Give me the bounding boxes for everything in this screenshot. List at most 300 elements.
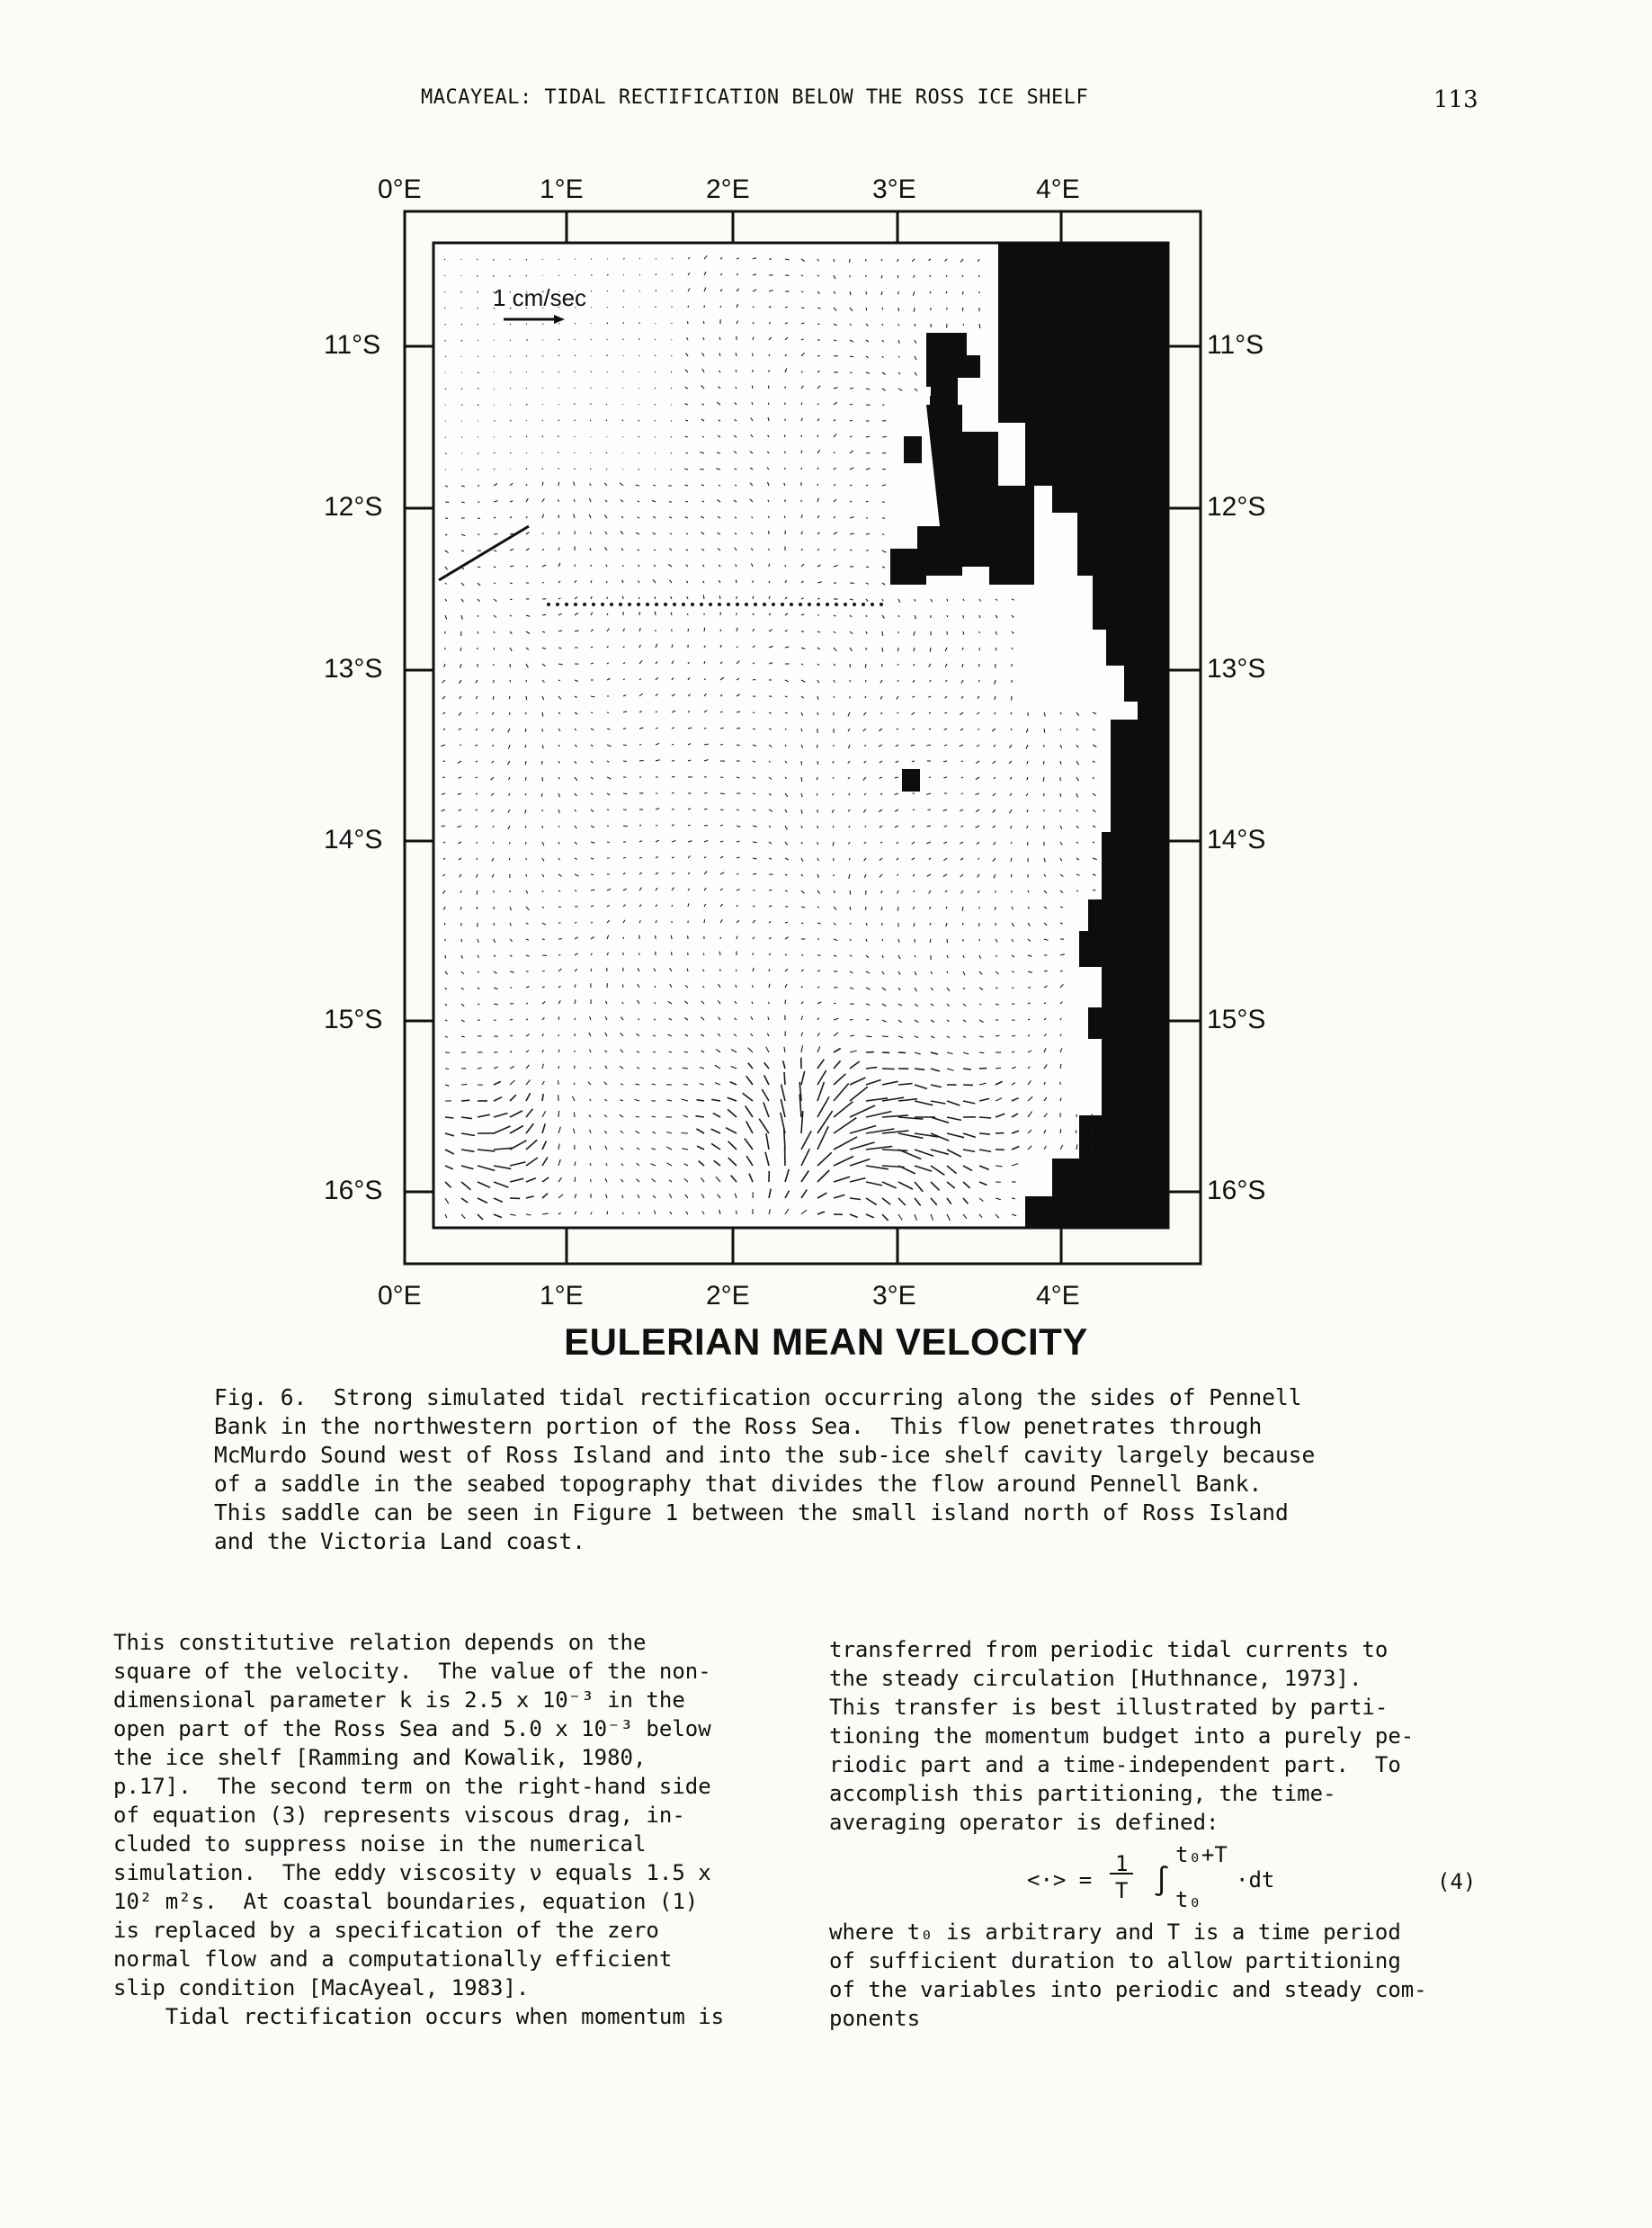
- velocity-vector: [995, 907, 996, 910]
- velocity-vector: [962, 308, 963, 311]
- equation-lhs: <·> =: [1027, 1867, 1093, 1892]
- velocity-vector: [494, 583, 496, 584]
- y-tick-label-left: 16°S: [324, 1176, 383, 1205]
- velocity-vector: [865, 664, 866, 668]
- velocity-vector: [850, 388, 853, 389]
- velocity-vector: [882, 453, 886, 454]
- velocity-vector: [461, 486, 465, 487]
- velocity-vector: [720, 745, 723, 746]
- velocity-vector: [866, 680, 867, 683]
- velocity-vector: [801, 435, 802, 437]
- velocity-vector: [478, 372, 479, 373]
- velocity-vector: [785, 696, 787, 697]
- streak-dot: [709, 603, 712, 606]
- velocity-vector: [542, 614, 546, 615]
- velocity-vector: [542, 939, 545, 940]
- velocity-vector: [1060, 729, 1061, 730]
- velocity-vector: [639, 597, 640, 599]
- streak-dot: [736, 603, 739, 606]
- velocity-vector: [834, 696, 835, 698]
- velocity-vector: [558, 955, 560, 956]
- velocity-vector: [961, 761, 963, 762]
- velocity-vector: [720, 728, 724, 729]
- velocity-vector: [684, 1051, 688, 1052]
- velocity-vector: [575, 890, 576, 891]
- velocity-vector: [558, 515, 559, 519]
- velocity-vector: [591, 307, 592, 308]
- streak-dot: [781, 603, 784, 606]
- velocity-vector: [817, 355, 820, 356]
- scale-label: 1 cm/sec: [493, 284, 587, 311]
- velocity-vector: [623, 259, 625, 260]
- velocity-vector: [784, 516, 785, 519]
- velocity-vector: [817, 987, 819, 988]
- velocity-vector: [575, 324, 576, 325]
- velocity-vector: [833, 826, 834, 828]
- velocity-vector: [558, 1111, 559, 1117]
- body-text-right-column: transferred from periodic tidal currents to the steady circulation [Huthnance, 1973]. This transfer is best illustrated by parti- tioning the momentum budget into a purely pe- riodic part and a time-independent part. To accomplish this partitioning, the time- averaging operator is defined:: [829, 1637, 1415, 1835]
- velocity-vector: [682, 1133, 689, 1134]
- velocity-vector: [898, 1052, 906, 1053]
- velocity-vector: [769, 386, 770, 389]
- velocity-vector: [623, 453, 624, 454]
- velocity-vector: [769, 969, 770, 971]
- velocity-vector: [737, 745, 740, 746]
- x-tick-label-top: 2°E: [706, 174, 750, 204]
- velocity-vector: [639, 761, 644, 762]
- velocity-vector: [623, 404, 624, 405]
- velocity-vector: [720, 793, 725, 794]
- velocity-vector: [979, 1117, 991, 1118]
- velocity-vector: [526, 874, 527, 877]
- shelf-gap-block: [968, 394, 980, 426]
- velocity-vector: [655, 388, 656, 389]
- streak-dot: [637, 603, 640, 606]
- velocity-vector: [769, 354, 770, 356]
- velocity-vector: [558, 1016, 559, 1020]
- figure-caption: Fig. 6. Strong simulated tidal rectification occurring along the sides of Pennell Bank in the northwestern portion of the Ross Sea. This flow penetrates through McMurdo Sound west of Ross Island and into the sub-ice shelf cavity largely because of a saddle in the seabed topography that divides the flow around Pennell Bank. This saddle can be seen in Figure 1 between the small island north of Ross Island and the Victoria Land coast.: [214, 1384, 1316, 1554]
- velocity-vector: [639, 274, 640, 275]
- velocity-vector: [639, 355, 640, 356]
- velocity-vector: [866, 1036, 871, 1037]
- y-tick-label-left: 14°S: [324, 825, 383, 855]
- velocity-vector: [833, 777, 834, 779]
- velocity-vector: [590, 452, 591, 453]
- velocity-vector: [1012, 1036, 1015, 1037]
- velocity-vector: [947, 939, 948, 943]
- velocity-vector: [656, 825, 657, 826]
- velocity-vector: [558, 420, 559, 421]
- velocity-vector: [461, 1084, 467, 1085]
- streak-dot: [808, 603, 811, 606]
- velocity-vector: [510, 533, 513, 534]
- streak-dot: [673, 603, 676, 606]
- velocity-vector: [542, 826, 543, 828]
- velocity-vector: [882, 469, 886, 470]
- streak-dot: [547, 603, 550, 606]
- velocity-vector: [622, 437, 623, 438]
- y-tick-label-right: 14°S: [1207, 825, 1266, 855]
- velocity-vector: [688, 613, 689, 615]
- streak-dot: [574, 603, 577, 606]
- velocity-vector: [607, 1212, 608, 1215]
- velocity-vector: [623, 1212, 624, 1214]
- velocity-vector: [445, 356, 446, 357]
- velocity-vector: [1043, 761, 1044, 765]
- streak-dot: [565, 603, 568, 606]
- velocity-vector: [574, 499, 575, 502]
- velocity-vector: [558, 482, 559, 486]
- velocity-vector: [494, 340, 495, 341]
- velocity-vector: [591, 712, 593, 713]
- velocity-vector: [865, 907, 866, 910]
- velocity-vector: [882, 631, 883, 636]
- velocity-vector: [636, 485, 639, 486]
- velocity-vector: [768, 403, 769, 405]
- velocity-vector: [623, 937, 624, 939]
- y-axis-left-labels: [324, 330, 382, 1205]
- velocity-vector: [510, 664, 511, 667]
- velocity-vector: [866, 567, 869, 568]
- velocity-vector: [720, 777, 723, 778]
- velocity-vector: [607, 712, 609, 713]
- velocity-vector: [979, 1052, 984, 1053]
- velocity-vector: [688, 629, 689, 631]
- velocity-vector: [607, 842, 610, 843]
- streak-dot: [817, 603, 820, 606]
- velocity-vector: [897, 907, 898, 911]
- velocity-vector: [494, 452, 495, 453]
- streak-dot: [871, 603, 874, 606]
- velocity-vector: [849, 259, 850, 263]
- y-tick-label-left: 15°S: [324, 1005, 383, 1034]
- velocity-vector: [801, 275, 803, 276]
- velocity-vector: [671, 613, 672, 615]
- velocity-vector: [542, 469, 543, 470]
- velocity-vector: [510, 436, 511, 437]
- velocity-vector: [623, 826, 628, 827]
- velocity-vector: [638, 420, 639, 421]
- velocity-vector: [590, 548, 591, 550]
- velocity-vector: [672, 776, 675, 777]
- velocity-vector: [753, 679, 755, 680]
- velocity-vector: [510, 712, 511, 715]
- velocity-vector: [558, 680, 560, 681]
- velocity-vector: [753, 873, 756, 874]
- velocity-vector: [672, 792, 674, 793]
- streak-dot: [628, 603, 631, 606]
- velocity-vector: [882, 939, 883, 941]
- velocity-vector: [526, 680, 527, 682]
- velocity-vector: [963, 631, 964, 635]
- velocity-vector: [817, 324, 820, 325]
- velocity-vector: [639, 857, 642, 858]
- streak-dot: [826, 603, 829, 606]
- velocity-vector: [785, 1000, 786, 1004]
- velocity-vector: [961, 793, 963, 794]
- y-tick-label-left: 13°S: [324, 654, 383, 684]
- streak-dot: [592, 603, 595, 606]
- velocity-vector: [445, 955, 446, 958]
- streak-dot: [619, 603, 622, 606]
- velocity-vector: [785, 307, 788, 308]
- velocity-vector: [1011, 874, 1012, 877]
- velocity-vector: [591, 874, 594, 875]
- velocity-vector: [882, 648, 883, 652]
- velocity-vector: [526, 404, 527, 405]
- velocity-vector: [737, 711, 740, 712]
- velocity-vector: [850, 420, 853, 421]
- velocity-vector: [930, 939, 931, 943]
- velocity-vector: [672, 274, 673, 275]
- streak-dot: [799, 603, 802, 606]
- velocity-vector: [494, 550, 496, 551]
- velocity-vector: [655, 612, 656, 615]
- velocity-vector: [558, 355, 559, 356]
- velocity-vector: [866, 533, 870, 534]
- x-tick-label-top: 3°E: [872, 174, 916, 204]
- integral-lower-limit: t₀: [1175, 1887, 1201, 1912]
- x-tick-label-bottom: 2°E: [706, 1281, 750, 1311]
- velocity-vector: [623, 322, 624, 324]
- velocity-vector: [898, 648, 899, 651]
- small-island: [904, 436, 922, 463]
- velocity-vector: [720, 306, 721, 308]
- figure-title: EULERIAN MEAN VELOCITY: [564, 1320, 1088, 1363]
- velocity-vector: [866, 1052, 874, 1053]
- streak-dot: [763, 603, 766, 606]
- y-axis-right-labels: [1207, 330, 1265, 1205]
- velocity-vector: [850, 664, 851, 667]
- velocity-vector: [542, 420, 543, 421]
- fraction-bar: [1110, 1873, 1133, 1875]
- velocity-vector: [785, 434, 786, 437]
- velocity-vector: [672, 905, 673, 907]
- velocity-vector: [866, 452, 870, 453]
- streak-dot: [664, 603, 667, 606]
- streak-dot: [682, 603, 685, 606]
- streak-dot: [745, 603, 748, 606]
- velocity-vector: [817, 826, 818, 828]
- velocity-vector: [769, 564, 770, 567]
- velocity-vector: [671, 935, 672, 939]
- velocity-vector: [753, 953, 754, 955]
- velocity-vector: [542, 388, 543, 389]
- velocity-vector: [866, 308, 867, 310]
- velocity-vector: [882, 308, 883, 310]
- velocity-vector: [510, 324, 511, 325]
- velocity-vector: [947, 971, 948, 973]
- body-text-left-column: This constitutive relation depends on the square of the velocity. The value of the non- dimensional parameter k is 2.5 x 10⁻³ in the open part of the Ross Sea and 5.0 x 10⁻³ below the ice shelf [Ramming and Kowalik, 1980, p.17]. The second term on the right-hand side of equation (3) represents viscous drag, in- cluded to suppress noise in the numerical simulation. The eddy viscosity ν equals 1.5 x 10² m²s. At coastal boundaries, equation (1) is replaced by a specification of the zero normal flow and a computationally efficient slip condition [MacAyeal, 1983]. Tidal rectification occurs when momentum is: [113, 1630, 725, 2029]
- velocity-vector: [962, 291, 963, 295]
- velocity-vector: [607, 323, 608, 325]
- velocity-vector: [784, 1072, 785, 1085]
- velocity-vector: [720, 711, 723, 712]
- velocity-vector: [719, 485, 720, 486]
- velocity-vector: [1060, 793, 1061, 797]
- velocity-vector: [461, 502, 465, 503]
- y-tick-label-right: 13°S: [1207, 654, 1266, 684]
- streak-dot: [556, 603, 559, 606]
- velocity-vector: [638, 436, 639, 437]
- velocity-vector: [558, 1066, 559, 1069]
- streak-dot: [754, 603, 757, 606]
- x-tick-label-top: 4°E: [1036, 174, 1080, 204]
- velocity-vector: [590, 469, 591, 470]
- velocity-vector: [623, 858, 626, 859]
- velocity-vector: [591, 922, 593, 923]
- velocity-vector: [720, 937, 721, 939]
- velocity-vector: [606, 469, 607, 470]
- velocity-vector: [525, 777, 526, 781]
- velocity-vector: [671, 388, 672, 389]
- velocity-vector: [526, 275, 527, 276]
- velocity-vector: [671, 371, 672, 372]
- velocity-vector: [461, 324, 462, 325]
- velocity-vector: [704, 793, 708, 794]
- streak-dot: [790, 603, 793, 606]
- velocity-vector: [752, 386, 753, 389]
- velocity-vector: [526, 469, 527, 470]
- velocity-vector: [947, 615, 948, 617]
- velocity-vector: [526, 696, 527, 700]
- velocity-vector: [672, 258, 673, 259]
- streak-dot: [583, 603, 586, 606]
- velocity-vector: [478, 1004, 480, 1005]
- x-tick-label-bottom: 0°E: [378, 1281, 422, 1311]
- velocity-vector: [753, 793, 755, 794]
- velocity-vector: [526, 259, 527, 260]
- velocity-vector: [445, 1117, 453, 1118]
- velocity-vector: [996, 1035, 999, 1036]
- velocity-vector: [653, 1068, 656, 1069]
- velocity-vector: [558, 259, 559, 260]
- velocity-vector: [526, 452, 527, 453]
- velocity-vector: [558, 907, 561, 908]
- running-head: MACAYEAL: TIDAL RECTIFICATION BELOW THE ROSS ICE SHELF: [421, 86, 1089, 109]
- velocity-vector: [542, 777, 543, 782]
- velocity-vector: [541, 793, 542, 797]
- eulerian-mean-velocity-figure: [297, 162, 1304, 1331]
- velocity-vector: [542, 436, 543, 438]
- velocity-vector: [558, 371, 559, 372]
- velocity-vector: [753, 712, 755, 713]
- velocity-vector: [509, 696, 510, 699]
- y-tick-label-right: 16°S: [1207, 1176, 1266, 1205]
- velocity-vector: [510, 680, 511, 683]
- velocity-vector: [753, 890, 755, 891]
- velocity-vector: [655, 404, 656, 405]
- velocity-vector: [882, 1036, 889, 1037]
- velocity-vector: [606, 404, 607, 405]
- velocity-vector: [494, 648, 495, 650]
- velocity-vector: [654, 485, 656, 486]
- velocity-vector: [912, 761, 915, 762]
- velocity-vector: [461, 1036, 465, 1037]
- velocity-vector: [882, 437, 887, 438]
- velocity-vector: [460, 745, 461, 746]
- velocity-vector: [672, 355, 673, 356]
- y-tick-label-right: 12°S: [1207, 492, 1266, 522]
- velocity-vector: [769, 516, 770, 518]
- velocity-vector: [623, 307, 624, 308]
- velocity-vector: [687, 321, 688, 324]
- y-tick-label-left: 12°S: [324, 492, 383, 522]
- velocity-vector: [461, 939, 462, 942]
- sub-island: [930, 396, 948, 436]
- velocity-vector: [801, 291, 803, 292]
- equation-fraction-denominator: T: [1115, 1878, 1129, 1903]
- velocity-vector: [895, 777, 898, 778]
- velocity-vector: [817, 761, 818, 765]
- velocity-vector: [460, 907, 461, 909]
- velocity-vector: [672, 952, 673, 955]
- velocity-vector: [785, 922, 788, 923]
- velocity-vector: [623, 761, 627, 762]
- streak-dot: [691, 603, 694, 606]
- velocity-vector: [638, 1212, 639, 1214]
- velocity-vector: [494, 469, 495, 470]
- velocity-vector: [510, 1019, 513, 1020]
- equation-number: (4): [1437, 1869, 1477, 1894]
- velocity-vector: [510, 452, 511, 453]
- velocity-vector: [943, 761, 947, 762]
- velocity-vector: [494, 534, 497, 535]
- velocity-vector: [1012, 971, 1014, 972]
- velocity-vector: [686, 453, 689, 454]
- velocity-vector: [542, 356, 543, 357]
- velocity-vector: [1011, 729, 1012, 730]
- velocity-vector: [849, 858, 850, 860]
- velocity-vector: [817, 712, 818, 715]
- streak-dot: [853, 603, 856, 606]
- velocity-vector: [704, 628, 705, 631]
- velocity-vector: [672, 744, 674, 745]
- velocity-vector: [704, 919, 705, 923]
- velocity-vector: [510, 842, 511, 844]
- pennell-island: [902, 769, 920, 792]
- velocity-vector: [866, 501, 868, 502]
- streak-dot: [610, 603, 613, 606]
- velocity-vector: [445, 372, 446, 373]
- velocity-vector: [850, 356, 853, 357]
- page-number: 113: [1433, 86, 1478, 113]
- velocity-vector: [445, 502, 449, 503]
- streak-dot: [655, 603, 658, 606]
- velocity-vector: [526, 566, 528, 567]
- velocity-vector: [575, 1018, 576, 1020]
- velocity-vector: [785, 565, 786, 567]
- velocity-vector: [526, 842, 527, 845]
- velocity-vector: [702, 437, 704, 438]
- velocity-vector: [607, 581, 608, 583]
- velocity-vector: [574, 1112, 575, 1117]
- velocity-vector: [684, 485, 688, 486]
- velocity-vector: [850, 1019, 853, 1020]
- velocity-vector: [962, 648, 963, 650]
- velocity-vector: [737, 728, 740, 729]
- velocity-vector: [442, 777, 445, 778]
- velocity-vector: [510, 420, 512, 421]
- velocity-vector: [817, 599, 820, 600]
- streak-dot: [646, 603, 649, 606]
- velocity-vector: [558, 339, 559, 340]
- velocity-vector: [753, 842, 757, 843]
- velocity-vector: [639, 258, 640, 259]
- velocity-vector: [461, 550, 464, 551]
- velocity-vector: [558, 648, 561, 649]
- velocity-vector: [801, 761, 802, 765]
